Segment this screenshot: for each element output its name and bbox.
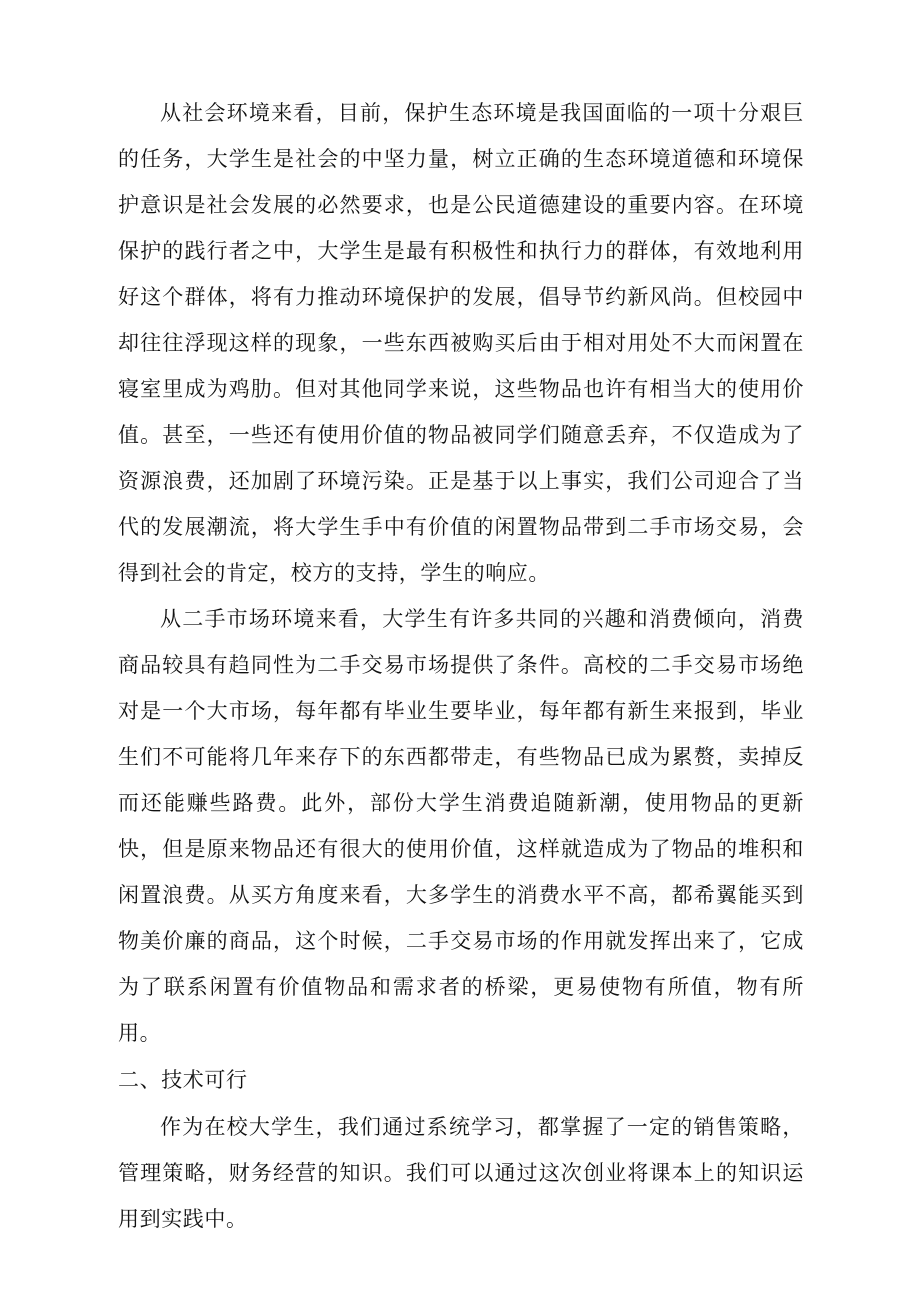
paragraph-technical-feasibility: 作为在校大学生，我们通过系统学习，都掌握了一定的销售策略，管理策略，财务经营的知识。我们可以通过这次创业将课本上的知识运用到实践中。 xyxy=(118,1115,804,1231)
paragraph-social-environment: 从社会环境来看，目前，保护生态环境是我国面临的一项十分艰巨的任务，大学生是社会的中坚力量，树立正确的生态环境道德和环境保护意识是社会发展的必然要求，也是公民道德建设的重要内容。在环境保护的践行者之中，大学生是最有积极性和执行力的群体，有效地利用好这个群体，将有力推动环境保护的发展，倡导节约新风尚。但校园中却往往浮现这样的现象，一些东西被购买后由于相对用处不大而闲置在寝室里成为鸡肋。但对其他同学来说，这些物品也许有相当大的使用价值。甚至，一些还有使用价值的物品被同学们随意丢弃，不仅造成为了资源浪费，还加剧了环境污染。正是基于以上事实，我们公司迎合了当代的发展潮流，将大学生手中有价值的闲置物品带到二手市场交易，会得到社会的肯定，校方的支持，学生的响应。 xyxy=(118,101,804,585)
document-body xyxy=(118,90,804,1242)
section-heading: 二、技术可行 xyxy=(118,1068,248,1092)
paragraph-secondhand-market: 从二手市场环境来看，大学生有许多共同的兴趣和消费倾向，消费商品较具有趋同性为二手交易市场提供了条件。高校的二手交易市场绝对是一个大市场，每年都有毕业生要毕业，每年都有新生来报到，毕业生们不可能将几年来存下的东西都带走，有些物品已成为累赘，卖掉反而还能赚些路费。此外，部份大学生消费追随新潮，使用物品的更新快，但是原来物品还有很大的使用价值，这样就造成为了物品的堆积和闲置浪费。从买方角度来看，大多学生的消费水平不高，都希翼能买到物美价廉的商品，这个时候，二手交易市场的作用就发挥出来了，它成为了联系闲置有价值物品和需求者的桥梁，更易使物有所值，物有所用。 xyxy=(118,607,804,1045)
